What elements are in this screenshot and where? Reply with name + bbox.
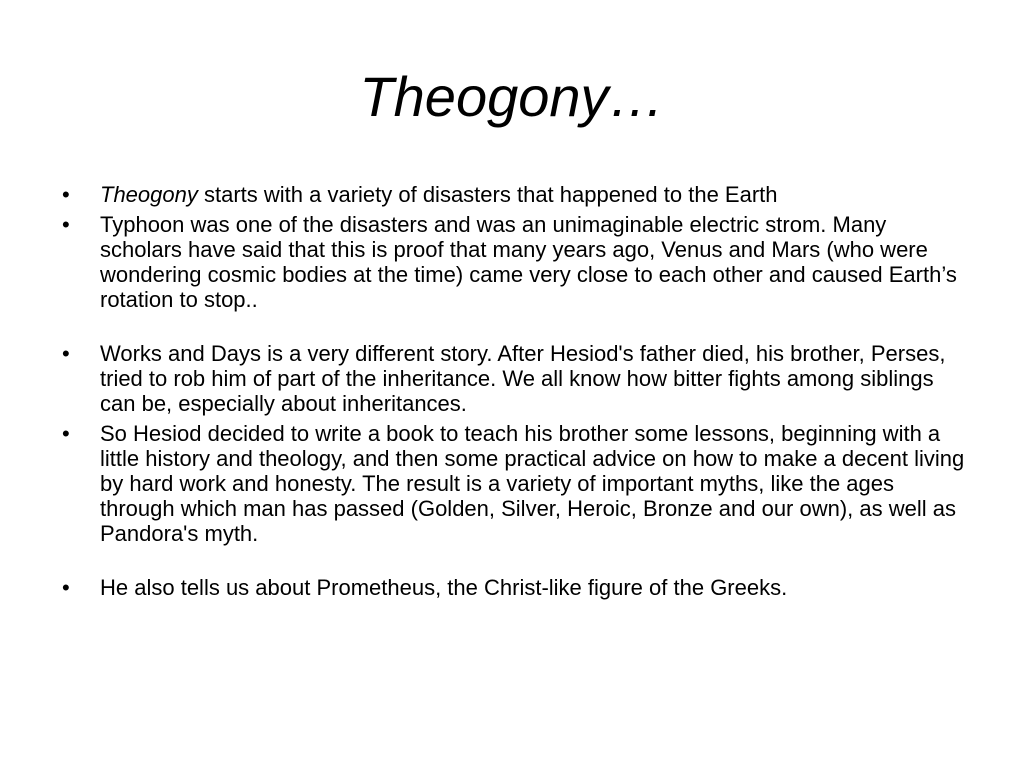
slide-title: Theogony… xyxy=(359,65,665,128)
bullet-dot: • xyxy=(62,212,70,237)
bullet-text: So Hesiod decided to write a book to teach his brother some lessons, beginning with a little history and theology, and then some practical advice on how to make a decent living by hard work and honesty. The result is a variety of important myths, like the ages through which man has passed (Golden, Silver, Heroic, Bronze and our own), as well as Pandora's myth. xyxy=(100,421,965,546)
bullet-item xyxy=(62,182,967,207)
bullet-dot: • xyxy=(62,575,70,600)
bullet-text: Typhoon was one of the disasters and was an unimaginable electric strom. Many scholars have said that this is proof that many years ago, Venus and Mars (who were wondering cosmic bodies at the time) came very close to each other and caused Earth’s rotation to stop.. xyxy=(100,212,957,312)
bullet-item xyxy=(62,341,967,416)
bullet-italic-lead: Theogony xyxy=(100,182,198,207)
bullet-dot: • xyxy=(62,341,70,366)
bullet-text: He also tells us about Prometheus, the Christ-like figure of the Greeks. xyxy=(100,575,788,600)
bullet-dot: • xyxy=(62,421,70,446)
bullet-dot: • xyxy=(62,182,70,207)
bullet-item xyxy=(62,212,967,312)
bullet-text: starts with a variety of disasters that happened to the Earth xyxy=(197,182,778,207)
bullet-item xyxy=(62,575,967,600)
bullet-list xyxy=(62,182,967,605)
bullet-text: Works and Days is a very different story. After Hesiod's father died, his brother, Perses, tried to rob him of part of the inheritance. We all know how bitter fights among siblings can be, especially about inheritances. xyxy=(100,341,946,416)
bullet-item xyxy=(62,421,967,546)
